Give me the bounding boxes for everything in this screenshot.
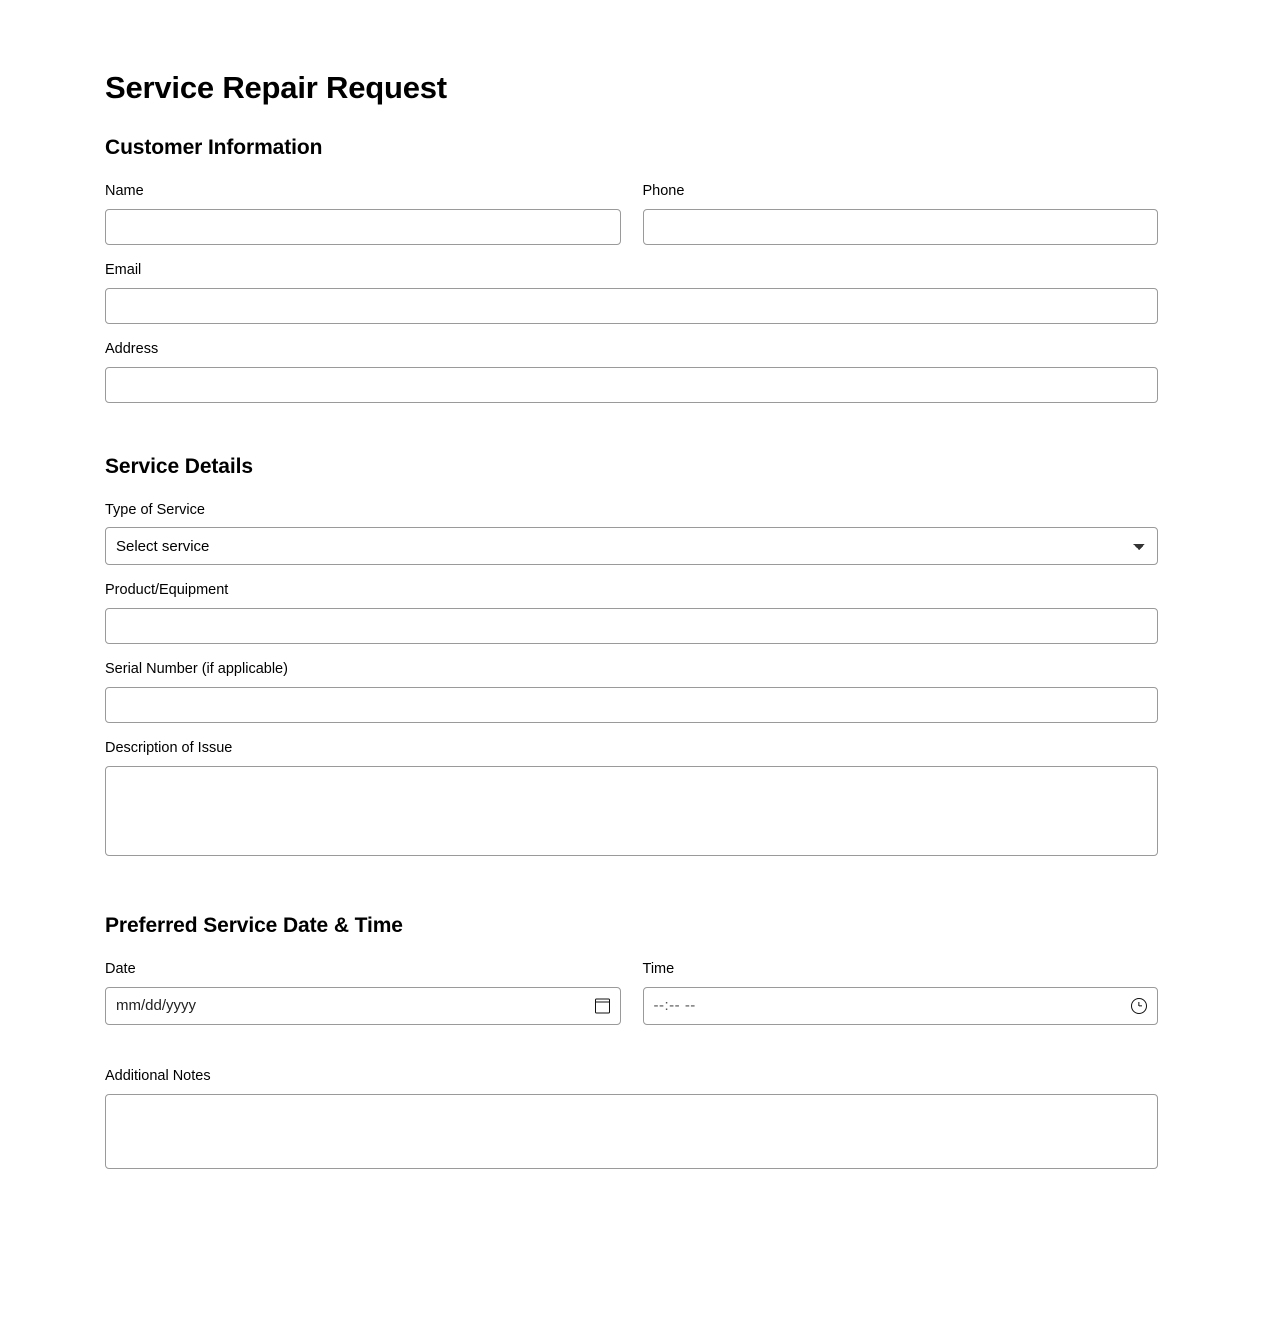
date-time-row [105, 960, 1158, 1025]
serial-number-input[interactable] [105, 687, 1158, 723]
field-phone [643, 182, 1159, 245]
name-phone-row [105, 182, 1158, 261]
field-type-of-service [105, 501, 1158, 566]
label-date: Date [105, 960, 136, 977]
calendar-icon[interactable] [595, 998, 610, 1013]
page-title: Service Repair Request [105, 70, 447, 105]
field-serial-number [105, 660, 1158, 723]
date-placeholder: mm/dd/yyyy [116, 997, 197, 1015]
field-date [105, 960, 621, 1025]
label-product-equipment: Product/Equipment [105, 582, 229, 599]
section-customer-information [105, 136, 1158, 403]
additional-notes-textarea[interactable] [105, 1094, 1158, 1169]
section-preferred-service-date-time [105, 914, 1158, 1169]
label-description-of-issue: Description of Issue [105, 740, 233, 757]
field-email [105, 261, 1158, 324]
label-address: Address [105, 340, 159, 357]
section-heading-date-time: Preferred Service Date & Time [105, 913, 403, 937]
type-of-service-select[interactable] [105, 527, 1158, 565]
product-equipment-input[interactable] [105, 608, 1158, 644]
label-name: Name [105, 183, 144, 199]
field-time [643, 960, 1159, 1025]
section-heading-customer-information: Customer Information [105, 136, 323, 159]
label-type-of-service: Type of Service [105, 501, 205, 518]
description-of-issue-textarea[interactable] [105, 766, 1158, 856]
address-input[interactable] [105, 367, 1158, 403]
field-address [105, 340, 1158, 403]
time-input[interactable] [643, 987, 1159, 1025]
label-phone: Phone [642, 183, 685, 199]
field-name [105, 182, 621, 245]
field-description-of-issue [105, 739, 1158, 856]
name-input[interactable] [105, 209, 621, 245]
field-product-equipment [105, 581, 1158, 644]
label-time: Time [642, 960, 675, 977]
clock-icon[interactable] [1131, 998, 1147, 1014]
date-input[interactable] [105, 987, 621, 1025]
label-serial-number: Serial Number (if applicable) [105, 661, 288, 678]
email-input[interactable] [105, 288, 1158, 324]
section-heading-service-details: Service Details [105, 454, 253, 478]
section-service-details [105, 455, 1158, 856]
field-additional-notes [105, 1067, 1158, 1169]
time-placeholder: --:-- -- [653, 997, 696, 1015]
label-email: Email [105, 261, 142, 278]
phone-input[interactable] [643, 209, 1159, 245]
label-additional-notes: Additional Notes [105, 1067, 211, 1084]
